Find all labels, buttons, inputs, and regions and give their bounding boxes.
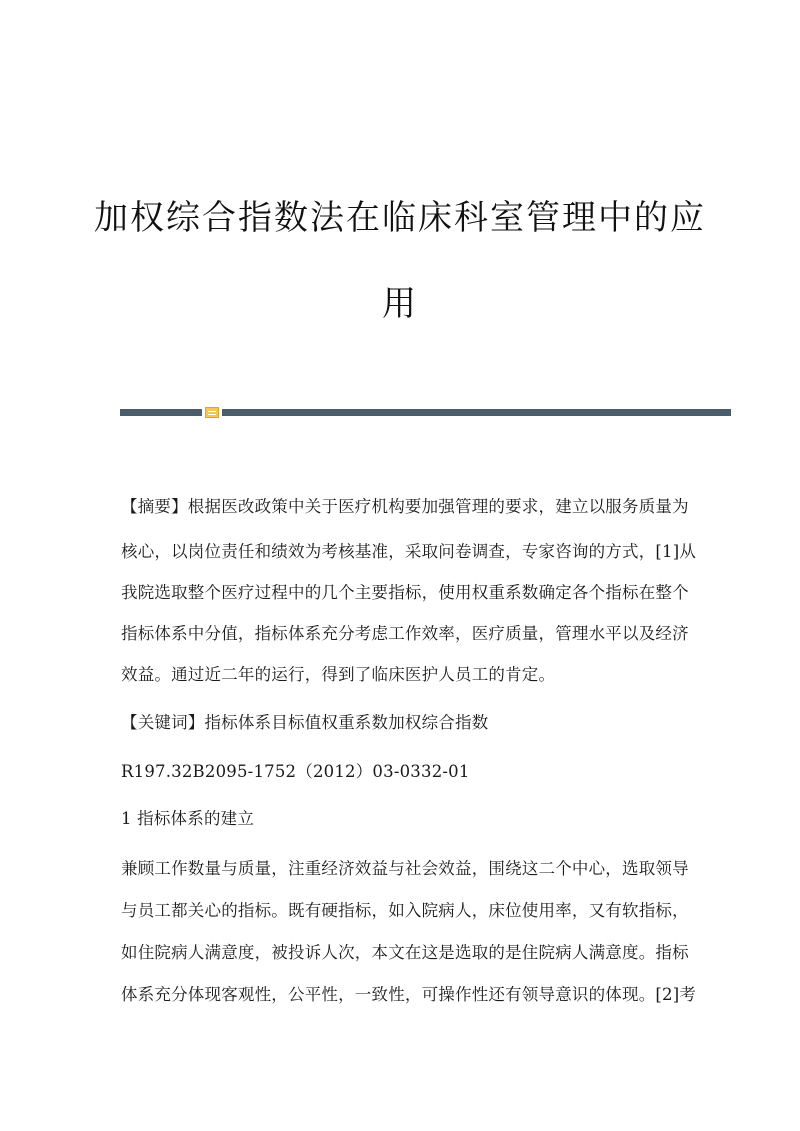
abstract-line: 【摘要】根据医改政策中关于医疗机构要加强管理的要求，建立以服务质量为: [121, 497, 689, 516]
document-title-line-1: 加权综合指数法在临床科室管理中的应: [94, 198, 706, 238]
classification-line: R197.32B2095-1752（2012）03-0332-01: [121, 762, 470, 781]
section-heading: 1 指标体系的建立: [121, 809, 255, 828]
paragraph-line: 与员工都关心的指标。既有硬指标，如入院病人，床位使用率，又有软指标，: [121, 901, 689, 920]
paragraph-line: 兼顾工作数量与质量，注重经济效益与社会效益，围绕这二个中心，选取领导: [121, 859, 689, 878]
document-badge-icon: [205, 407, 219, 418]
keywords-line: 【关键词】指标体系目标值权重系数加权综合指数: [121, 713, 489, 732]
paragraph-line: 如住院病人满意度，被投诉人次，本文在这是选取的是住院病人满意度。指标: [121, 943, 689, 962]
paragraph-line: 体系充分体现客观性，公平性，一致性，可操作性还有领导意识的体现。[2]考: [121, 985, 697, 1004]
title-divider-right: [222, 409, 731, 416]
abstract-line: 核心，以岗位责任和绩效为考核基准，采取问卷调查，专家咨询的方式，[1]从: [121, 542, 697, 561]
document-title-line-2: 用: [382, 284, 418, 324]
abstract-line: 效益。通过近二年的运行，得到了临床医护人员工的肯定。: [121, 665, 556, 684]
abstract-line: 指标体系中分值，指标体系充分考虑工作效率，医疗质量，管理水平以及经济: [121, 624, 689, 643]
title-divider-left: [120, 409, 202, 416]
abstract-line: 我院选取整个医疗过程中的几个主要指标，使用权重系数确定各个指标在整个: [121, 583, 689, 602]
